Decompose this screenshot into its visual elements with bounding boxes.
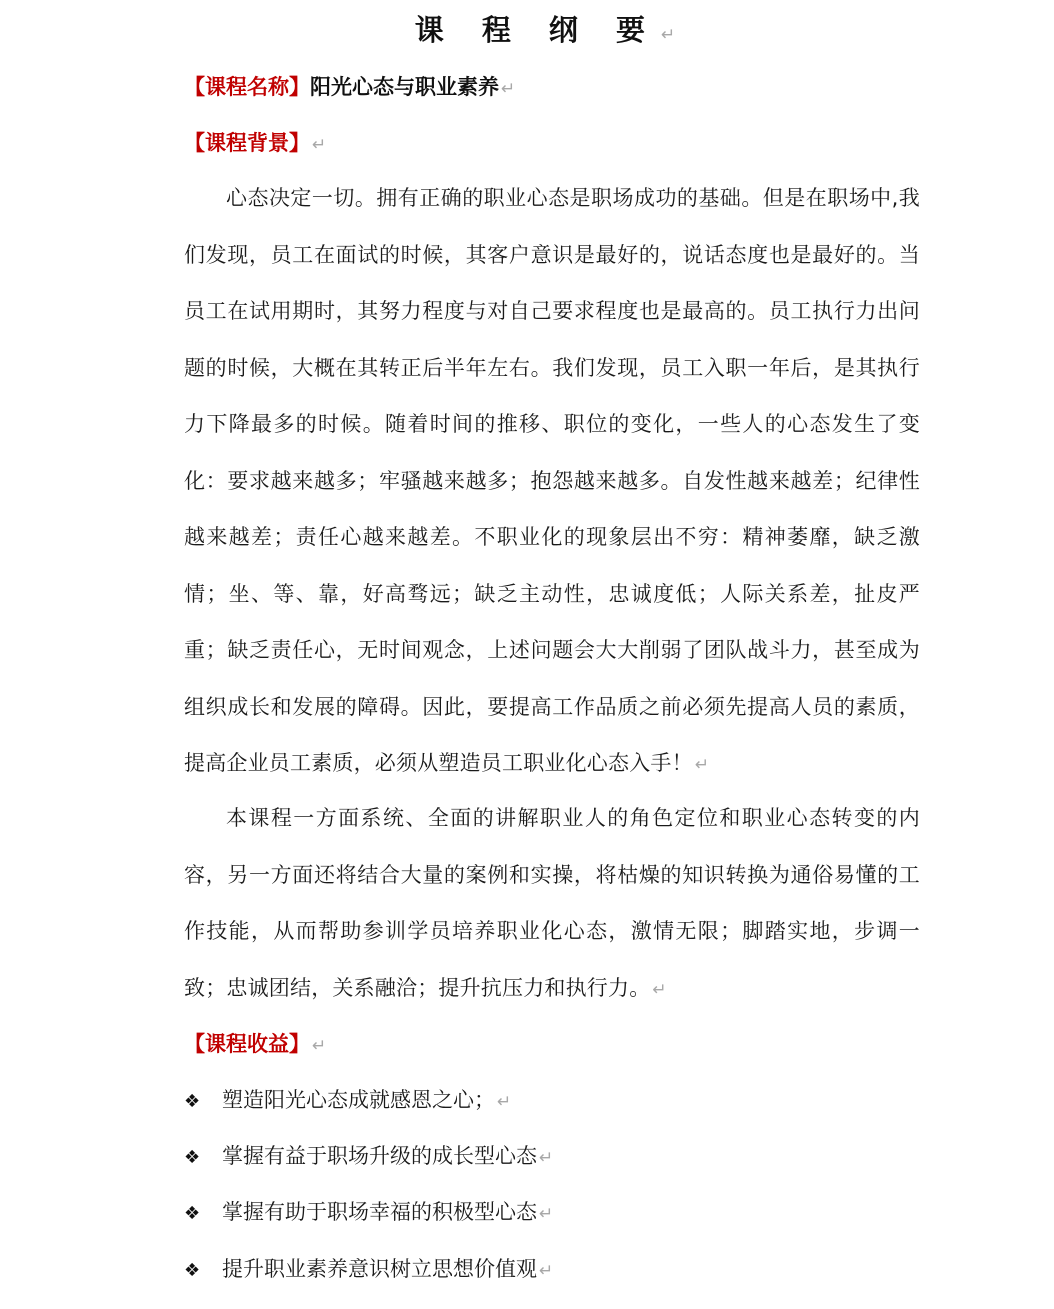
- paragraph-mark-icon: ↵: [539, 1261, 554, 1281]
- paragraph-mark-icon: ↵: [652, 979, 667, 1000]
- benefit-item: [184, 1085, 920, 1117]
- background-paragraph-2-text: 本课程一方面系统、全面的讲解职业人的角色定位和职业心态转变的内容，另一方面还将结合大量的案例和实操，将枯燥的知识转换为通俗易懂的工作技能，从而帮助参训学员培养职业化心态，激情无限；脚踏实地，步调一致；忠诚团结，关系融洽；提升抗压力和执行力。: [184, 806, 920, 1000]
- benefit-item-text: 掌握有益于职场升级的成长型心态: [222, 1144, 537, 1168]
- course-name-line: [184, 72, 920, 104]
- diamond-bullet-icon: ❖: [184, 1260, 201, 1281]
- diamond-bullet-icon: ❖: [184, 1091, 201, 1112]
- diamond-bullet-icon: ❖: [184, 1147, 201, 1168]
- background-paragraph-1-text: 心态决定一切。拥有正确的职业心态是职场成功的基础。但是在职场中,我们发现，员工在面试的时候，其客户意识是最好的，说话态度也是最好的。当员工在试用期时，其努力程度与对自己要求程度也是最高的。员工执行力出问题的时候，大概在其转正后半年左右。我们发现，员工入职一年后，是其执行力下降最多的时候。随着时间的推移、职位的变化，一些人的心态发生了变化：要求越来越多；牢骚越来越多；抱怨越来越多。自发性越来越差；纪律性越来越差；责任心越来越差。不职业化的现象层出不穷：精神萎靡，缺乏激情；坐、等、靠，好高骛远；缺乏主动性，忠诚度低；人际关系差，扯皮严重；缺乏责任心，无时间观念，上述问题会大大削弱了团队战斗力，甚至成为组织成长和发展的障碍。因此，要提高工作品质之前必须先提高人员的素质，提高企业员工素质，必须从塑造员工职业化心态入手！: [184, 186, 920, 775]
- background-paragraph-2: [184, 790, 920, 1018]
- benefits-label: 【课程收益】: [184, 1032, 310, 1056]
- background-paragraph-1: [184, 170, 920, 794]
- course-name-label: 【课程名称】: [184, 75, 310, 99]
- paragraph-mark-icon: ↵: [661, 25, 690, 45]
- paragraph-mark-icon: ↵: [539, 1204, 554, 1224]
- benefit-item-text: 掌握有助于职场幸福的积极型心态: [222, 1200, 537, 1224]
- paragraph-mark-icon: ↵: [312, 135, 327, 155]
- benefit-item-text: 提升职业素养意识树立思想价值观: [222, 1257, 537, 1281]
- benefit-item: [184, 1141, 920, 1173]
- paragraph-mark-icon: ↵: [694, 755, 710, 775]
- paragraph-mark-icon: ↵: [312, 1036, 327, 1056]
- benefit-item: [184, 1197, 920, 1229]
- benefit-item-text: 塑造阳光心态成就感恩之心；: [222, 1088, 495, 1112]
- paragraph-mark-icon: ↵: [539, 1148, 554, 1168]
- benefit-item: [184, 1254, 920, 1286]
- paragraph-mark-icon: ↵: [497, 1092, 512, 1112]
- title-text: 课 程 纲 要: [414, 13, 660, 47]
- course-name-value: 阳光心态与职业素养: [310, 75, 499, 99]
- paragraph-mark-icon: ↵: [501, 79, 516, 99]
- diamond-bullet-icon: ❖: [184, 1203, 201, 1224]
- background-label: 【课程背景】: [184, 131, 310, 155]
- background-heading: [184, 128, 920, 160]
- benefits-heading: [184, 1029, 920, 1061]
- document-title: [184, 10, 920, 55]
